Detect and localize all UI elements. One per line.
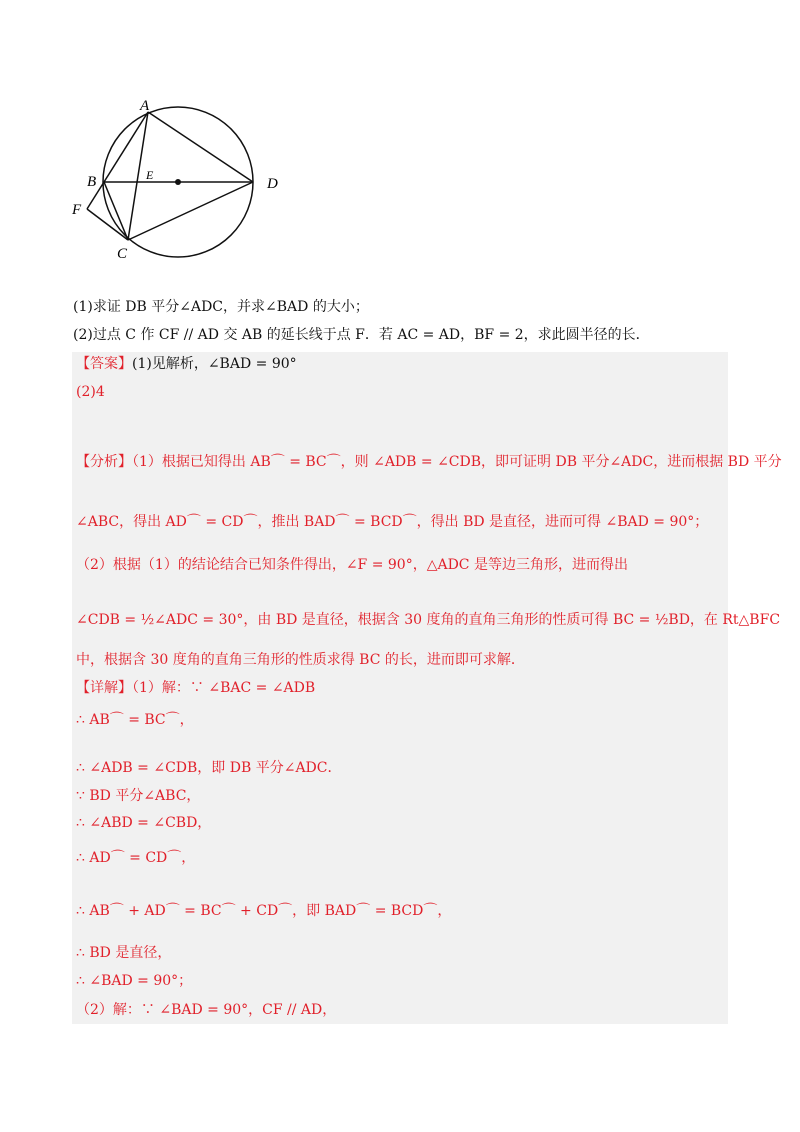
answer-part-2: (2)4	[76, 384, 105, 400]
analysis-text-1: （1）根据已知得出 AB⌒ = BC⌒，则 ∠ADB = ∠CDB，即可证明 DB 平分∠ADC，进而根据 BD 平分	[132, 454, 782, 470]
question-part-1: (1)求证 DB 平分∠ADC，并求∠BAD 的大小；	[73, 299, 369, 315]
label-c: C	[117, 246, 128, 262]
detail-text-5: ∴ ∠ABD = ∠CBD，	[76, 815, 212, 831]
answer-tag: 【答案】	[76, 356, 132, 372]
detail-line-1	[76, 678, 315, 698]
label-b: B	[87, 174, 97, 190]
segment-ac	[128, 112, 148, 240]
answer-line-1	[76, 354, 297, 374]
segment-ad	[148, 112, 253, 182]
analysis-line-1	[76, 452, 782, 472]
detail-tag: 【详解】	[76, 680, 132, 696]
detail-text-8: ∴ BD 是直径，	[76, 945, 172, 961]
solution-panel	[72, 352, 782, 1024]
detail-text-9: ∴ ∠BAD = 90°；	[76, 973, 193, 989]
question-part-2: (2)过点 C 作 CF // AD 交 AB 的延长线于点 F．若 AC = AD，BF = 2，求此圆半径的长．	[73, 327, 650, 343]
geometry-figure	[66, 92, 306, 267]
detail-text-1: （1）解：∵ ∠BAC = ∠ADB	[132, 680, 316, 696]
label-a: A	[140, 98, 150, 114]
analysis-text-2: ∠ABC，得出 AD⌒ = CD⌒，推出 BAD⌒ = BCD⌒，得出 BD 是直径，进而可得 ∠BAD = 90°；	[76, 514, 709, 530]
circle-diagram	[66, 92, 306, 267]
label-f: F	[72, 202, 82, 218]
analysis-tag: 【分析】	[76, 454, 132, 470]
analysis-text-5: 中，根据含 30 度角的直角三角形的性质求得 BC 的长，进而即可求解．	[76, 652, 525, 668]
segment-ab	[104, 112, 148, 182]
detail-text-2: ∴ AB⌒ = BC⌒，	[76, 712, 194, 728]
detail-text-6: ∴ AD⌒ = CD⌒，	[76, 850, 196, 866]
analysis-text-4: ∠CDB = ½∠ADC = 30°，由 BD 是直径，根据含 30 度角的直角三角形的性质可得 BC = ½BD，在 Rt△BFC	[76, 612, 781, 628]
analysis-text-3: （2）根据（1）的结论结合已知条件得出，∠F = 90°，△ADC 是等边三角形，进而得出	[76, 557, 628, 573]
detail-text-4: ∵ BD 平分∠ABC，	[76, 788, 201, 804]
detail-text-3: ∴ ∠ADB = ∠CDB，即 DB 平分∠ADC．	[76, 760, 342, 776]
center-point	[175, 179, 181, 185]
label-d: D	[267, 176, 278, 192]
label-e: E	[146, 168, 154, 182]
answer-part-1: (1)见解析，∠BAD = 90°	[132, 356, 297, 372]
detail-text-7: ∴ AB⌒ + AD⌒ = BC⌒ + CD⌒，即 BAD⌒ = BCD⌒，	[76, 903, 452, 919]
detail-text-10: （2）解：∵ ∠BAD = 90°，CF // AD，	[76, 1002, 337, 1018]
